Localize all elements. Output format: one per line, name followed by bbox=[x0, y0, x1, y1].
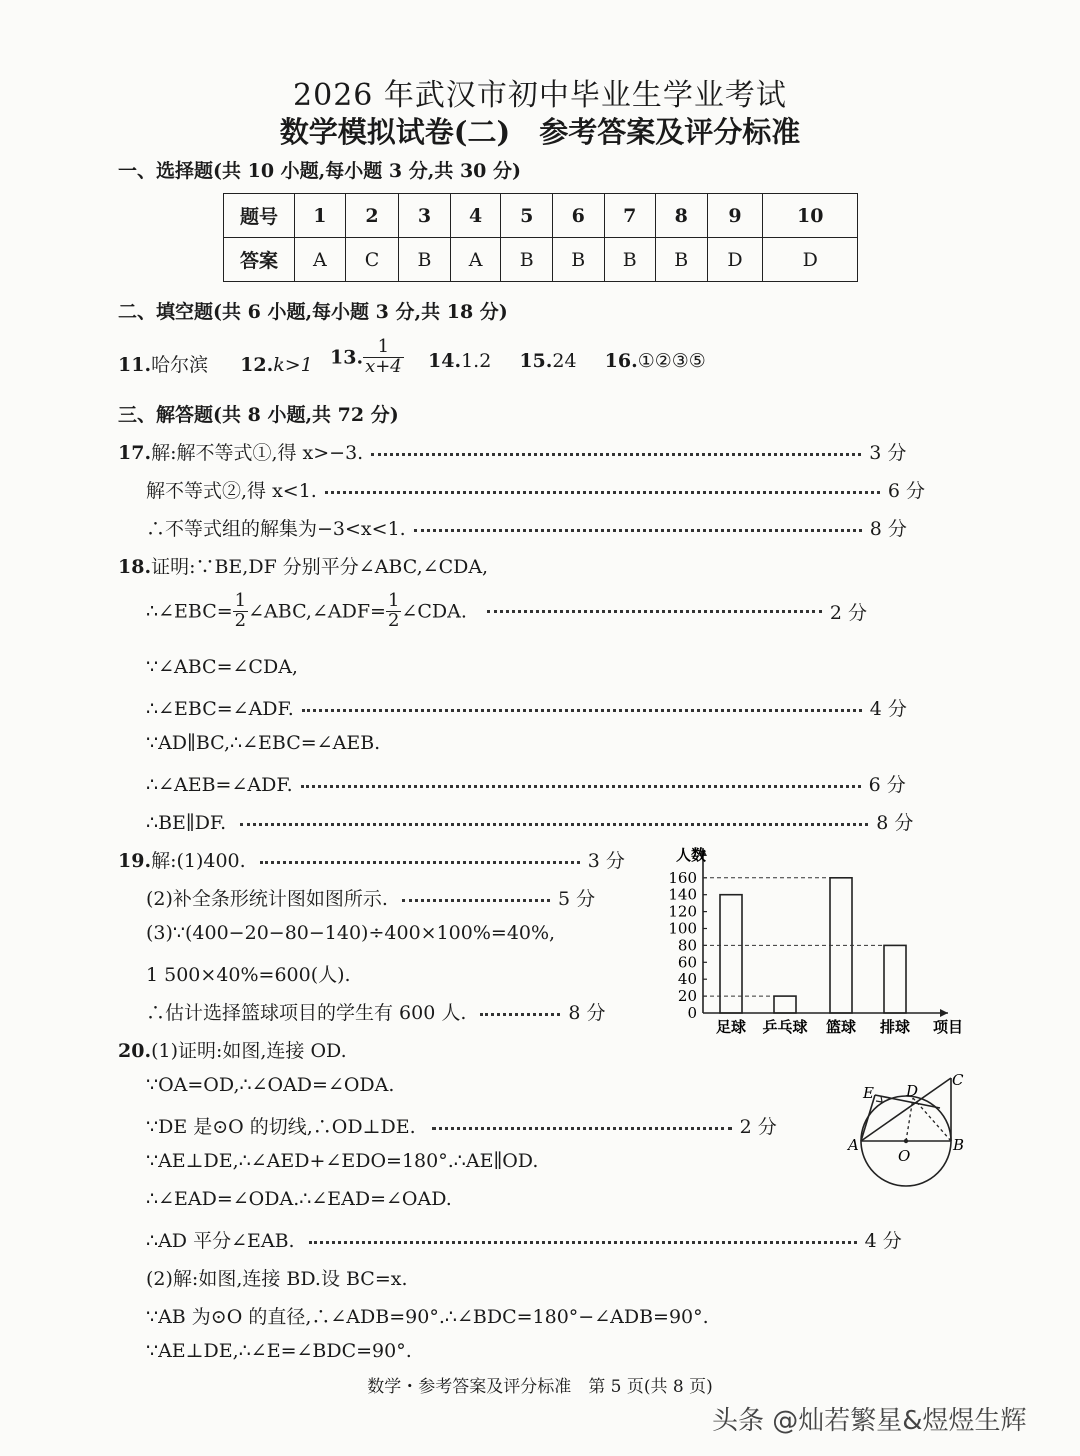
section2-heading: 二、填空题(共 6 小题,每小题 3 分,共 18 分) bbox=[118, 301, 508, 323]
answer-cell: B bbox=[656, 238, 708, 282]
q18-line3 bbox=[146, 656, 298, 678]
x-category-label: 排球 bbox=[879, 1018, 911, 1036]
y-tick-label: 0 bbox=[687, 1004, 697, 1022]
leader-dots bbox=[487, 610, 822, 613]
q19-text1: 解:(1)400. bbox=[151, 850, 246, 872]
watermark: 头条 @灿若繁星&煜煜生辉 bbox=[712, 1406, 1027, 1436]
q18-score4: 4 分 bbox=[869, 698, 907, 720]
question-number-cell: 3 bbox=[399, 194, 451, 238]
q18-line4 bbox=[146, 694, 907, 721]
x-axis-arrow bbox=[940, 1009, 948, 1017]
q19-line1 bbox=[118, 846, 625, 873]
center-point bbox=[904, 1139, 908, 1143]
leader-dots bbox=[402, 899, 550, 902]
leader-dots bbox=[371, 453, 861, 456]
bar bbox=[884, 945, 906, 1013]
q20-line7 bbox=[146, 1264, 408, 1291]
q19-line2 bbox=[146, 884, 595, 911]
q13-block bbox=[330, 338, 404, 377]
half-numerator: 1 bbox=[387, 590, 400, 611]
answer-cell: D bbox=[707, 238, 763, 282]
q20-text2: ∵OA=OD,∴∠OAD=∠ODA. bbox=[146, 1074, 395, 1096]
q18-line1 bbox=[118, 552, 488, 579]
q14-16-block bbox=[428, 350, 706, 372]
q20-line3 bbox=[146, 1112, 777, 1139]
q20-line1 bbox=[118, 1036, 347, 1063]
q20-text1: (1)证明:如图,连接 OD. bbox=[151, 1040, 347, 1062]
q20-score6: 4 分 bbox=[864, 1230, 902, 1252]
q20-text7: (2)解:如图,连接 BD.设 BC=x. bbox=[146, 1268, 408, 1290]
q20-line6 bbox=[146, 1226, 902, 1253]
q20-text9: ∵AE⊥DE,∴∠E=∠BDC=90°. bbox=[146, 1340, 412, 1362]
leader-dots bbox=[301, 785, 861, 788]
q17-score3: 8 分 bbox=[869, 518, 907, 540]
q11-number: 11. bbox=[118, 354, 152, 376]
answer-table bbox=[223, 193, 858, 282]
q13-denominator: x+4 bbox=[365, 355, 402, 377]
q17-number: 17. bbox=[118, 442, 152, 464]
y-tick-label: 100 bbox=[668, 919, 697, 938]
q19-score2: 5 分 bbox=[557, 888, 596, 910]
q18-text6: ∴∠AEB=∠ADF. bbox=[146, 774, 293, 796]
q18-score6: 6 分 bbox=[868, 774, 906, 796]
question-number-cell: 5 bbox=[501, 194, 553, 238]
y-tick-label: 20 bbox=[677, 987, 697, 1006]
q14-answer: 1.2 bbox=[461, 350, 492, 372]
q18-line2 bbox=[146, 592, 867, 631]
q20-number: 20. bbox=[118, 1040, 152, 1062]
answer-cell: A bbox=[450, 238, 501, 282]
q18-line7 bbox=[146, 808, 913, 835]
leader-dots bbox=[309, 1241, 857, 1244]
q12-number: 12. bbox=[240, 354, 274, 376]
question-number-cell: 9 bbox=[707, 194, 763, 238]
page-footer: 数学・参考答案及评分标准 第 5 页(共 8 页) bbox=[367, 1377, 713, 1397]
question-number-cell: 1 bbox=[295, 194, 346, 238]
q19-line3 bbox=[146, 922, 555, 944]
leader-dots bbox=[325, 491, 880, 494]
y-tick-label: 160 bbox=[668, 868, 697, 887]
question-number-cell: 7 bbox=[604, 194, 656, 238]
right-angle-mark bbox=[876, 1096, 882, 1102]
leader-dots bbox=[480, 1013, 560, 1016]
label-c: C bbox=[952, 1071, 964, 1089]
q17-text2: 解不等式②,得 x<1. bbox=[146, 480, 317, 502]
q18-line6 bbox=[146, 770, 906, 797]
circle-figure bbox=[845, 1068, 970, 1198]
question-number-cell: 6 bbox=[552, 194, 604, 238]
answer-cell: A bbox=[295, 238, 346, 282]
q16-number: 16. bbox=[604, 350, 638, 372]
answer-table-row-answer bbox=[224, 238, 858, 282]
answer-cell: B bbox=[604, 238, 656, 282]
q19-text3: (3)∵(400−20−80−140)÷400×100%=40%, bbox=[146, 922, 556, 944]
leader-dots bbox=[414, 529, 862, 532]
half-fraction bbox=[386, 592, 401, 631]
q17-line1 bbox=[118, 438, 906, 465]
q20-line4 bbox=[146, 1150, 538, 1172]
bar bbox=[830, 878, 852, 1013]
y-tick-label: 80 bbox=[677, 936, 697, 955]
q19-score1: 3 分 bbox=[587, 850, 625, 872]
question-number-cell: 10 bbox=[763, 194, 858, 238]
q20-line9 bbox=[146, 1340, 412, 1362]
q20-text5: ∴∠EAD=∠ODA.∴∠EAD=∠OAD. bbox=[146, 1188, 452, 1210]
row-label-number: 题号 bbox=[224, 194, 295, 238]
fill-answers-row bbox=[118, 350, 313, 377]
answer-table-row-number bbox=[224, 194, 858, 238]
half-denominator: 2 bbox=[234, 609, 247, 631]
question-number-cell: 8 bbox=[656, 194, 708, 238]
leader-dots bbox=[432, 1127, 732, 1130]
half-fraction bbox=[233, 592, 248, 631]
q20-text3: ∵DE 是⊙O 的切线,∴OD⊥DE. bbox=[146, 1116, 416, 1138]
leader-dots bbox=[260, 861, 580, 864]
q11-answer: 哈尔滨 bbox=[151, 354, 209, 376]
q17-line2 bbox=[146, 476, 925, 503]
question-number-cell: 2 bbox=[345, 194, 399, 238]
label-o: O bbox=[898, 1147, 911, 1165]
q18-text7: ∴BE∥DF. bbox=[146, 812, 227, 834]
q18-text1: 证明:∵BE,DF 分别平分∠ABC,∠CDA, bbox=[151, 556, 489, 578]
q18-score2: 2 分 bbox=[829, 601, 867, 624]
q19-number: 19. bbox=[118, 850, 152, 872]
q16-answer: ①②③⑤ bbox=[637, 350, 706, 372]
section1-heading: 一、选择题(共 10 小题,每小题 3 分,共 30 分) bbox=[118, 160, 521, 182]
q15-answer: 24 bbox=[552, 350, 577, 372]
q17-text1: 解:解不等式①,得 x>−3. bbox=[151, 442, 364, 464]
label-d: D bbox=[906, 1082, 919, 1100]
y-tick-label: 120 bbox=[668, 902, 697, 921]
q19-line4 bbox=[146, 960, 351, 987]
q19-text2: (2)补全条形统计图如图所示. bbox=[146, 888, 388, 910]
y-tick-label: 140 bbox=[668, 885, 697, 904]
q19-line5 bbox=[146, 998, 606, 1025]
half-denominator: 2 bbox=[387, 609, 400, 631]
q20-line5 bbox=[146, 1188, 452, 1210]
y-axis-title: 人数 bbox=[675, 846, 707, 864]
bar bbox=[774, 996, 796, 1013]
q12-answer: k>1 bbox=[273, 354, 313, 376]
y-tick-label: 40 bbox=[677, 970, 697, 989]
answer-cell: B bbox=[501, 238, 553, 282]
q17-text3: ∴不等式组的解集为−3<x<1. bbox=[146, 518, 406, 540]
exam-title: 2026 年武汉市初中毕业生学业考试 bbox=[293, 78, 787, 113]
section3-heading: 三、解答题(共 8 小题,共 72 分) bbox=[118, 404, 399, 426]
bar bbox=[720, 895, 742, 1013]
half-numerator: 1 bbox=[234, 590, 247, 611]
bar-chart bbox=[648, 838, 980, 1038]
row-label-answer: 答案 bbox=[224, 238, 295, 282]
leader-dots bbox=[302, 709, 862, 712]
q13-fraction bbox=[363, 338, 404, 377]
label-b: B bbox=[953, 1136, 965, 1154]
q20-line8 bbox=[146, 1302, 709, 1329]
q13-number: 13. bbox=[330, 346, 364, 369]
q20-text6: ∴AD 平分∠EAB. bbox=[146, 1230, 295, 1252]
q18-text2c: ∠CDA. bbox=[401, 600, 467, 623]
x-axis-title: 项目 bbox=[932, 1018, 964, 1036]
q13-numerator: 1 bbox=[363, 338, 404, 358]
q18-number: 18. bbox=[118, 556, 152, 578]
y-tick-label: 60 bbox=[677, 953, 697, 972]
q20-text4: ∵AE⊥DE,∴∠AED+∠EDO=180°.∴AE∥OD. bbox=[146, 1150, 539, 1172]
q18-text3: ∵∠ABC=∠CDA, bbox=[146, 656, 298, 678]
answer-cell: B bbox=[399, 238, 451, 282]
leader-dots bbox=[240, 823, 868, 826]
q17-line3 bbox=[146, 514, 907, 541]
label-e: E bbox=[863, 1084, 874, 1102]
label-a: A bbox=[848, 1136, 859, 1154]
q18-text5: ∵AD∥BC,∴∠EBC=∠AEB. bbox=[146, 732, 381, 754]
exam-subtitle: 数学模拟试卷(二) 参考答案及评分标准 bbox=[279, 115, 801, 149]
x-category-label: 乒乓球 bbox=[762, 1018, 808, 1036]
answer-cell: D bbox=[763, 238, 858, 282]
q19-text4: 1 500×40%=600(人). bbox=[146, 964, 351, 986]
x-category-label: 篮球 bbox=[825, 1018, 857, 1036]
q15-number: 15. bbox=[519, 350, 553, 372]
q20-score3: 2 分 bbox=[739, 1116, 777, 1138]
x-category-label: 足球 bbox=[715, 1018, 747, 1036]
q18-text4: ∴∠EBC=∠ADF. bbox=[146, 698, 294, 720]
answer-cell: C bbox=[345, 238, 399, 282]
q18-text2a: ∴∠EBC= bbox=[146, 600, 233, 623]
answer-cell: B bbox=[552, 238, 604, 282]
segment-od bbox=[906, 1098, 913, 1141]
q20-line2 bbox=[146, 1074, 394, 1096]
q17-score1: 3 分 bbox=[869, 442, 907, 464]
q19-score5: 8 分 bbox=[568, 1002, 606, 1024]
q20-text8: ∵AB 为⊙O 的直径,∴∠ADB=90°.∴∠BDC=180°−∠ADB=90°. bbox=[146, 1306, 709, 1328]
question-number-cell: 4 bbox=[450, 194, 501, 238]
q18-score7: 8 分 bbox=[876, 812, 914, 834]
q18-text2b: ∠ABC,∠ADF= bbox=[248, 600, 386, 623]
q19-text5: ∴估计选择篮球项目的学生有 600 人. bbox=[146, 1002, 467, 1024]
q17-score2: 6 分 bbox=[887, 480, 925, 502]
q14-number: 14. bbox=[428, 350, 462, 372]
q18-line5 bbox=[146, 732, 380, 754]
